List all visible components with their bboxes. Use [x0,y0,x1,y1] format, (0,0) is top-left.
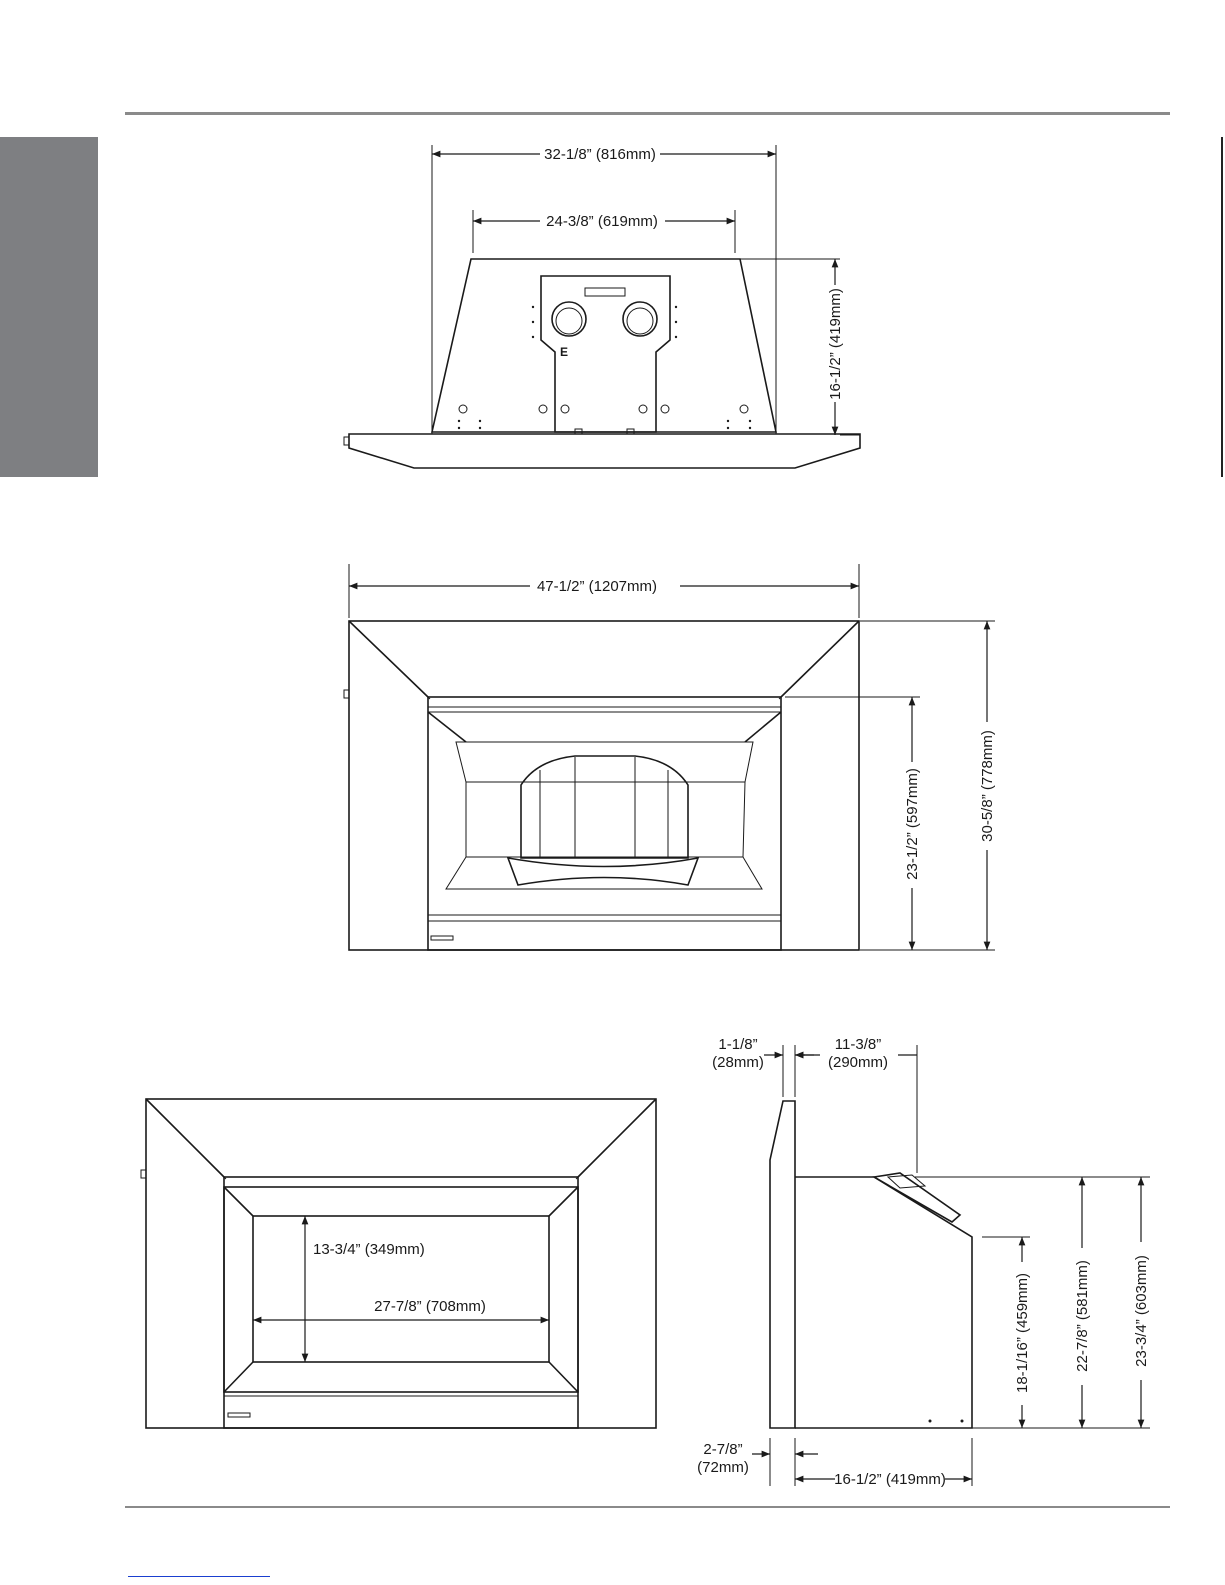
dim-surround-height: 30-5/8” (778mm) [979,730,996,842]
dim-overall-width: 32-1/8” (816mm) [544,146,656,163]
dim-opening-width: 27-7/8” (708mm) [374,1298,486,1315]
dim-surround-thickness-mm: (28mm) [712,1054,764,1071]
dim-surround-width: 47-1/2” (1207mm) [536,578,658,595]
dim-top-depth: 16-1/2” (419mm) [827,288,844,400]
dim-opening-height: 13-3/4” (349mm) [313,1241,425,1258]
top-view-drawing [344,145,860,468]
panel-letter: E [560,345,569,359]
front-view-drawing [344,564,996,950]
dim-front-offset-mm: (72mm) [697,1459,749,1476]
dim-collar-height: 22-7/8” (581mm) [1074,1260,1091,1372]
dim-surround-thickness-in: 1-1/8” [718,1036,758,1053]
dim-overall-height: 23-3/4” (603mm) [1133,1255,1150,1367]
opening-view-drawing [141,1099,656,1428]
dim-front-offset-in: 2-7/8” [703,1441,743,1458]
dim-vent-offset-in: 11-3/8” [834,1036,882,1053]
dim-rear-height: 18-1/16” (459mm) [1014,1272,1031,1394]
dim-rear-width: 24-3/8” (619mm) [546,213,658,230]
dim-side-depth: 16-1/2” (419mm) [834,1471,946,1488]
dim-insert-height: 23-1/2” (597mm) [904,768,921,880]
side-view-drawing [697,1036,1150,1488]
dim-vent-offset-mm: (290mm) [827,1054,889,1071]
